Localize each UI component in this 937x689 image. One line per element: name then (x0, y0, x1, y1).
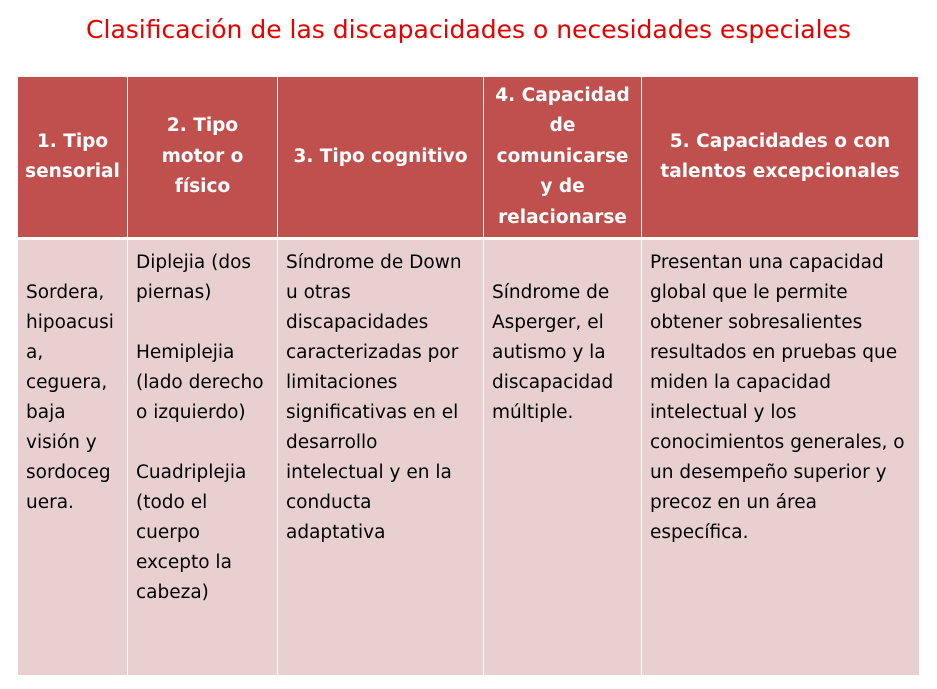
cell-sensorial: Sordera, hipoacusia, ceguera, baja visión y sordoceguera. (18, 237, 128, 675)
cell-motor-hemiplejia: Hemiplejia (lado derecho o izquierdo) (136, 342, 264, 423)
cell-motor (128, 237, 278, 675)
cell-motor-diplejia: Diplejia (dos piernas) (136, 252, 252, 303)
classification-table (18, 77, 919, 675)
header-sensorial: 1. Tipo sensorial (18, 77, 128, 237)
header-motor: 2. Tipo motor o físico (128, 77, 278, 237)
page-title: Clasificación de las discapacidades o necesidades especiales (86, 15, 851, 44)
cell-cognitivo: Síndrome de Down u otras discapacidades caracterizadas por limitaciones significativas en el desarrollo intelectual y en la conducta adaptativa (278, 237, 484, 675)
cell-motor-cuadriplejia: Cuadriplejia (todo el cuerpo excepto la cabeza) (136, 462, 247, 603)
cell-comunicacion: Síndrome de Asperger, el autismo y la discapacidad múltiple. (484, 237, 642, 675)
header-talentos: 5. Capacidades o con talentos excepcionales (642, 77, 919, 237)
header-comunicacion: 4. Capacidad de comunicarse y de relacionarse (484, 77, 642, 237)
cell-talentos: Presentan una capacidad global que le permite obtener sobresalientes resultados en pruebas que miden la capacidad intelectual y los conocimientos generales, o un desempeño superior y precoz en un área específica. (642, 237, 919, 675)
header-cognitivo: 3. Tipo cognitivo (278, 77, 484, 237)
